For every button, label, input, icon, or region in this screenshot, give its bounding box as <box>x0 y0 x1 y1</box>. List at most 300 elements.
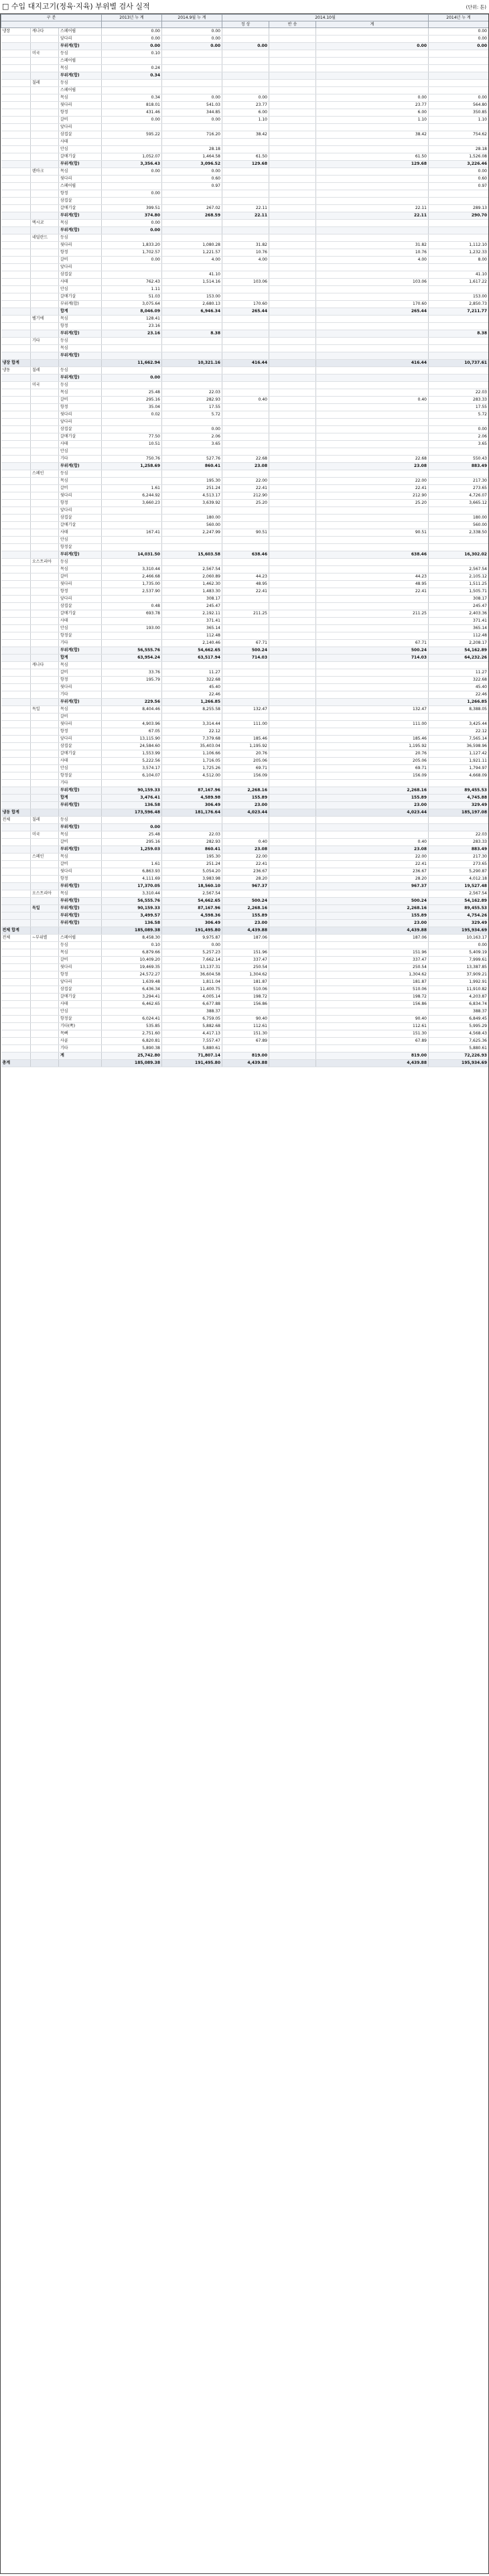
value-2013-cell: 431.46 <box>102 109 162 117</box>
value-2014-sep-cell: 28.18 <box>162 146 222 153</box>
value-oct-returned-cell <box>269 640 316 647</box>
value-2014-total-cell: 11.27 <box>429 669 489 677</box>
table-row <box>1 750 489 758</box>
value-oct-total-cell: 155.89 <box>316 912 429 920</box>
part-cell: 항정 <box>59 404 102 411</box>
value-oct-total-cell <box>316 293 429 301</box>
value-oct-normal-cell <box>222 323 269 330</box>
group-cell <box>1 684 31 691</box>
table-row <box>1 176 489 183</box>
value-2014-sep-cell: 87,167.96 <box>162 787 222 795</box>
part-cell: 항정 <box>59 971 102 979</box>
inspection-table <box>1 14 489 1067</box>
country-cell <box>31 72 59 80</box>
value-oct-total-cell <box>316 522 429 529</box>
value-2013-cell <box>102 419 162 426</box>
value-oct-returned-cell <box>269 124 316 131</box>
value-2014-total-cell: 283.33 <box>429 397 489 404</box>
part-cell: 항정 <box>59 677 102 684</box>
value-oct-returned-cell <box>269 139 316 146</box>
value-oct-total-cell <box>316 669 429 677</box>
part-cell: 등심 <box>59 559 102 566</box>
value-2013-cell <box>102 691 162 699</box>
table-row <box>1 338 489 345</box>
table-row <box>1 492 489 500</box>
country-cell <box>31 426 59 433</box>
country-cell: 칠레 <box>31 367 59 375</box>
value-2013-cell <box>102 382 162 389</box>
value-oct-total-cell: 22.41 <box>316 485 429 492</box>
value-2013-cell: 23.16 <box>102 330 162 338</box>
value-2014-total-cell: 7,211.77 <box>429 308 489 316</box>
part-cell: 사태 <box>59 441 102 448</box>
value-oct-total-cell <box>316 433 429 441</box>
part-cell: 사태 <box>59 279 102 286</box>
value-2014-sep-cell: 4,513.17 <box>162 492 222 500</box>
value-oct-total-cell <box>316 559 429 566</box>
value-oct-normal-cell <box>222 286 269 293</box>
value-2014-total-cell: 5,995.29 <box>429 1023 489 1030</box>
table-row <box>1 271 489 279</box>
value-2013-cell: 0.00 <box>102 824 162 831</box>
value-oct-normal-cell: 69.71 <box>222 765 269 772</box>
value-2014-total-cell: 1,232.33 <box>429 249 489 257</box>
country-cell <box>31 927 59 935</box>
value-2014-total-cell <box>429 338 489 345</box>
part-cell: 갈매기살 <box>59 293 102 301</box>
part-cell: 앞다리 <box>59 419 102 426</box>
value-2014-sep-cell: 22.46 <box>162 691 222 699</box>
value-oct-returned-cell <box>269 603 316 610</box>
value-oct-returned-cell <box>269 861 316 868</box>
value-2013-cell: 6,436.34 <box>102 986 162 994</box>
country-cell <box>31 375 59 382</box>
part-cell: 항정살 <box>59 1016 102 1023</box>
part-cell: 뒷다리 <box>59 492 102 500</box>
value-oct-returned-cell <box>269 971 316 979</box>
part-cell: 부위계(합) <box>59 920 102 927</box>
country-cell <box>31 212 59 220</box>
value-oct-total-cell: 22.11 <box>316 205 429 212</box>
value-oct-normal-cell: 22.41 <box>222 861 269 868</box>
value-2013-cell <box>102 507 162 515</box>
value-2014-sep-cell: 5.72 <box>162 411 222 419</box>
value-oct-normal-cell: 500.24 <box>222 898 269 905</box>
group-cell <box>1 1030 31 1038</box>
part-cell: 등심 <box>59 50 102 58</box>
value-2014-total-cell: 245.47 <box>429 603 489 610</box>
value-2013-cell: 8,458.30 <box>102 935 162 942</box>
value-2013-cell <box>102 522 162 529</box>
value-oct-normal-cell: 103.06 <box>222 279 269 286</box>
subheader-blank <box>162 21 222 28</box>
value-oct-normal-cell <box>222 176 269 183</box>
value-2014-sep-cell: 41.10 <box>162 271 222 279</box>
value-oct-total-cell: 20.76 <box>316 750 429 758</box>
group-cell <box>1 736 31 743</box>
group-cell <box>1 795 31 802</box>
value-oct-normal-cell: 510.06 <box>222 986 269 994</box>
country-cell <box>31 684 59 691</box>
country-cell: 멕시코 <box>31 220 59 227</box>
report-unit: (단위: 톤) <box>466 5 486 10</box>
value-2013-cell: 1,259.03 <box>102 846 162 854</box>
value-2014-sep-cell <box>162 714 222 721</box>
value-2013-cell: 693.78 <box>102 610 162 618</box>
part-cell: 삼겹살 <box>59 198 102 205</box>
value-2013-cell: 23.16 <box>102 323 162 330</box>
country-cell <box>31 610 59 618</box>
part-cell: 뒷다리 <box>59 868 102 876</box>
grand-total-row <box>1 1060 489 1067</box>
value-2014-total-cell: 5.72 <box>429 411 489 419</box>
country-cell <box>31 994 59 1001</box>
part-cell: 삼겹살 <box>59 131 102 139</box>
table-header <box>1 15 489 28</box>
value-oct-returned-cell <box>269 596 316 603</box>
part-cell: 부위계(합) <box>59 375 102 382</box>
part-cell: 목심 <box>59 389 102 397</box>
value-2014-sep-cell: 4,417.13 <box>162 1030 222 1038</box>
value-2014-total-cell: 4,754.26 <box>429 912 489 920</box>
group-cell <box>1 581 31 588</box>
group-cell <box>1 949 31 957</box>
value-2014-total-cell <box>429 58 489 65</box>
value-2014-sep-cell: 112.48 <box>162 632 222 640</box>
value-oct-total-cell <box>316 176 429 183</box>
value-oct-returned-cell <box>269 809 316 817</box>
value-2014-total-cell: 365.14 <box>429 625 489 632</box>
table-row <box>1 1038 489 1045</box>
value-oct-normal-cell: 187.06 <box>222 935 269 942</box>
value-2014-sep-cell: 322.68 <box>162 677 222 684</box>
value-2014-total-cell: 2,403.36 <box>429 610 489 618</box>
value-2014-sep-cell: 7,662.14 <box>162 957 222 964</box>
value-oct-total-cell <box>316 375 429 382</box>
subtotal-row <box>1 824 489 831</box>
table-row <box>1 50 489 58</box>
value-2013-cell: 535.85 <box>102 1023 162 1030</box>
value-2014-total-cell: 11,910.82 <box>429 986 489 994</box>
country-cell <box>31 43 59 50</box>
part-cell: 갈비 <box>59 117 102 124</box>
subtotal-row <box>1 802 489 809</box>
value-2014-sep-cell: 3.65 <box>162 441 222 448</box>
value-2014-sep-cell: 4,005.14 <box>162 994 222 1001</box>
value-oct-total-cell <box>316 780 429 787</box>
value-oct-returned-cell <box>269 581 316 588</box>
country-cell <box>31 360 59 367</box>
part-cell: 사골 <box>59 1038 102 1045</box>
value-2014-total-cell: 6,849.45 <box>429 1016 489 1023</box>
group-cell <box>1 861 31 868</box>
value-2014-sep-cell: 2,567.54 <box>162 890 222 898</box>
table-row <box>1 389 489 397</box>
part-cell: 삼겹살 <box>59 986 102 994</box>
value-2013-cell: 374.80 <box>102 212 162 220</box>
value-oct-returned-cell <box>269 338 316 345</box>
subtotal-row <box>1 912 489 920</box>
value-oct-total-cell: 0.40 <box>316 397 429 404</box>
value-2014-sep-cell: 11.27 <box>162 669 222 677</box>
part-cell: 부위계(합) <box>59 802 102 809</box>
value-2014-sep-cell: 3,096.52 <box>162 161 222 168</box>
group-cell <box>1 397 31 404</box>
value-oct-total-cell: 500.24 <box>316 898 429 905</box>
value-2014-sep-cell: 54,662.65 <box>162 647 222 655</box>
group-cell <box>1 168 31 176</box>
value-oct-total-cell <box>316 338 429 345</box>
value-oct-normal-cell <box>222 566 269 573</box>
value-oct-total-cell: 22.11 <box>316 212 429 220</box>
value-oct-total-cell <box>316 632 429 640</box>
value-oct-returned-cell <box>269 839 316 846</box>
subtotal-row <box>1 551 489 559</box>
value-2013-cell <box>102 198 162 205</box>
part-cell: 등심 <box>59 80 102 87</box>
value-2013-cell: 33.76 <box>102 669 162 677</box>
value-2014-total-cell: 0.00 <box>429 942 489 949</box>
table-row <box>1 1030 489 1038</box>
part-cell: 스페어립 <box>59 58 102 65</box>
value-2014-total-cell: 2,208.17 <box>429 640 489 647</box>
country-cell <box>31 463 59 470</box>
group-cell <box>1 1053 31 1060</box>
value-2014-total-cell: 0.00 <box>429 168 489 176</box>
value-2013-cell: 1,833.20 <box>102 242 162 249</box>
group-cell <box>1 411 31 419</box>
value-oct-total-cell: 4,439.88 <box>316 1060 429 1067</box>
value-2013-cell: 19,469.35 <box>102 964 162 971</box>
value-oct-total-cell <box>316 596 429 603</box>
value-oct-total-cell: 22.00 <box>316 478 429 485</box>
country-cell <box>31 411 59 419</box>
part-cell: 갈매기살 <box>59 153 102 161</box>
value-2013-cell: 1,735.00 <box>102 581 162 588</box>
country-cell <box>31 492 59 500</box>
part-cell: 앞다리 <box>59 979 102 986</box>
group-cell <box>1 971 31 979</box>
country-cell <box>31 441 59 448</box>
value-2013-cell <box>102 80 162 87</box>
value-oct-total-cell <box>316 728 429 736</box>
value-2014-sep-cell: 306.49 <box>162 802 222 809</box>
value-oct-returned-cell <box>269 205 316 212</box>
country-cell <box>31 802 59 809</box>
value-oct-total-cell <box>316 72 429 80</box>
value-2013-cell: 173,596.48 <box>102 809 162 817</box>
value-oct-total-cell: 0.00 <box>316 43 429 50</box>
value-oct-returned-cell <box>269 551 316 559</box>
value-oct-total-cell: 155.89 <box>316 795 429 802</box>
value-2014-total-cell: 1,127.42 <box>429 750 489 758</box>
value-2014-sep-cell: 541.03 <box>162 102 222 109</box>
value-2014-total-cell: 8.00 <box>429 257 489 264</box>
value-oct-returned-cell <box>269 470 316 478</box>
value-2014-sep-cell: 0.00 <box>162 28 222 36</box>
value-oct-returned-cell <box>269 684 316 691</box>
group-cell <box>1 257 31 264</box>
value-2013-cell: 167.41 <box>102 529 162 537</box>
value-2014-total-cell <box>429 65 489 72</box>
value-2014-sep-cell: 371.41 <box>162 618 222 625</box>
value-2013-cell: 5,890.38 <box>102 1045 162 1053</box>
value-oct-normal-cell: 23.08 <box>222 463 269 470</box>
value-oct-returned-cell <box>269 780 316 787</box>
value-2013-cell: 3,356.43 <box>102 161 162 168</box>
value-2014-total-cell: 19,527.48 <box>429 883 489 890</box>
value-oct-normal-cell <box>222 677 269 684</box>
value-2014-total-cell <box>429 198 489 205</box>
value-2014-total-cell <box>429 345 489 352</box>
group-cell <box>1 537 31 544</box>
country-cell <box>31 323 59 330</box>
value-oct-total-cell: 22.68 <box>316 456 429 463</box>
value-oct-returned-cell <box>269 655 316 662</box>
country-cell: 독일 <box>31 905 59 912</box>
table-row <box>1 640 489 647</box>
table-row <box>1 301 489 308</box>
value-oct-returned-cell <box>269 935 316 942</box>
table-row <box>1 220 489 227</box>
subtotal-row <box>1 352 489 360</box>
value-2014-sep-cell: 35,403.04 <box>162 743 222 750</box>
part-cell: 부위계(합) <box>59 330 102 338</box>
value-2014-sep-cell: 1,514.16 <box>162 279 222 286</box>
group-cell <box>1 559 31 566</box>
table-row <box>1 1008 489 1016</box>
part-cell: 목심 <box>59 890 102 898</box>
part-cell: 계 <box>59 1053 102 1060</box>
value-oct-normal-cell: 714.03 <box>222 655 269 662</box>
value-2014-total-cell <box>429 139 489 146</box>
country-cell <box>31 522 59 529</box>
part-cell: 항정 <box>59 109 102 117</box>
table-row <box>1 1023 489 1030</box>
part-cell: 사태 <box>59 758 102 765</box>
part-cell: 앞다리 <box>59 596 102 603</box>
value-2014-total-cell: 10,163.17 <box>429 935 489 942</box>
value-oct-returned-cell <box>269 257 316 264</box>
country-cell: 스페인 <box>31 854 59 861</box>
country-cell <box>31 131 59 139</box>
value-oct-returned-cell <box>269 301 316 308</box>
group-cell: 냉장 합계 <box>1 360 31 367</box>
value-oct-returned-cell <box>269 876 316 883</box>
table-row <box>1 94 489 102</box>
value-2014-sep-cell: 17.55 <box>162 404 222 411</box>
value-oct-total-cell <box>316 544 429 551</box>
value-oct-normal-cell <box>222 198 269 205</box>
group-cell <box>1 153 31 161</box>
value-oct-total-cell <box>316 139 429 146</box>
value-2014-sep-cell <box>162 544 222 551</box>
value-oct-normal-cell: 44.23 <box>222 573 269 581</box>
table-row <box>1 669 489 677</box>
table-row <box>1 456 489 463</box>
country-cell <box>31 1016 59 1023</box>
value-2014-total-cell: 217.30 <box>429 854 489 861</box>
table-row <box>1 714 489 721</box>
value-oct-normal-cell: 170.60 <box>222 301 269 308</box>
value-oct-returned-cell <box>269 566 316 573</box>
value-2014-total-cell: 17.55 <box>429 404 489 411</box>
table-row <box>1 765 489 772</box>
value-2014-sep-cell: 181,176.64 <box>162 809 222 817</box>
value-oct-returned-cell <box>269 161 316 168</box>
value-2014-total-cell <box>429 537 489 544</box>
value-2013-cell: 595.22 <box>102 131 162 139</box>
value-oct-returned-cell <box>269 831 316 839</box>
subtotal-row <box>1 212 489 220</box>
value-oct-normal-cell <box>222 1045 269 1053</box>
group-cell <box>1 190 31 198</box>
country-cell <box>31 139 59 146</box>
value-oct-total-cell <box>316 264 429 271</box>
table-row <box>1 581 489 588</box>
value-oct-total-cell: 0.40 <box>316 839 429 846</box>
value-oct-returned-cell <box>269 522 316 529</box>
value-oct-normal-cell: 20.76 <box>222 750 269 758</box>
value-oct-total-cell <box>316 80 429 87</box>
value-oct-total-cell: 22.00 <box>316 854 429 861</box>
value-oct-returned-cell <box>269 632 316 640</box>
group-cell <box>1 448 31 456</box>
value-oct-returned-cell <box>269 360 316 367</box>
table-row <box>1 419 489 426</box>
value-oct-returned-cell <box>269 316 316 323</box>
value-oct-returned-cell <box>269 234 316 242</box>
value-2013-cell: 14,031.50 <box>102 551 162 559</box>
value-2013-cell: 3,660.23 <box>102 500 162 507</box>
part-cell: 앞다리 <box>59 124 102 131</box>
value-2014-total-cell: 7,565.14 <box>429 736 489 743</box>
value-2014-sep-cell: 7,557.47 <box>162 1038 222 1045</box>
value-oct-normal-cell: 111.00 <box>222 721 269 728</box>
subtotal-row <box>1 463 489 470</box>
subtotal-row <box>1 227 489 234</box>
value-oct-total-cell <box>316 426 429 433</box>
value-2014-sep-cell: 388.37 <box>162 1008 222 1016</box>
part-cell: 안심 <box>59 765 102 772</box>
value-2013-cell <box>102 426 162 433</box>
value-oct-normal-cell: 967.37 <box>222 883 269 890</box>
value-2014-total-cell <box>429 316 489 323</box>
table-row <box>1 994 489 1001</box>
part-cell: 삼겹살 <box>59 271 102 279</box>
value-oct-total-cell: 38.42 <box>316 131 429 139</box>
group-cell <box>1 522 31 529</box>
table-row <box>1 257 489 264</box>
part-cell: 목심 <box>59 854 102 861</box>
group-cell <box>1 647 31 655</box>
value-2013-cell: 762.43 <box>102 279 162 286</box>
part-cell: 뒷다리 <box>59 581 102 588</box>
group-cell <box>1 883 31 890</box>
value-oct-normal-cell <box>222 544 269 551</box>
subheader-blank <box>1 21 102 28</box>
value-2014-sep-cell: 1,811.04 <box>162 979 222 986</box>
value-2014-sep-cell: 3,639.92 <box>162 500 222 507</box>
country-cell <box>31 949 59 957</box>
part-cell: 부위계(합) <box>59 787 102 795</box>
part-cell: 삼겹살 <box>59 603 102 610</box>
table-row <box>1 971 489 979</box>
value-oct-returned-cell <box>269 721 316 728</box>
value-2014-sep-cell: 195.30 <box>162 854 222 861</box>
value-oct-returned-cell <box>269 677 316 684</box>
value-2013-cell: 90,159.33 <box>102 905 162 912</box>
